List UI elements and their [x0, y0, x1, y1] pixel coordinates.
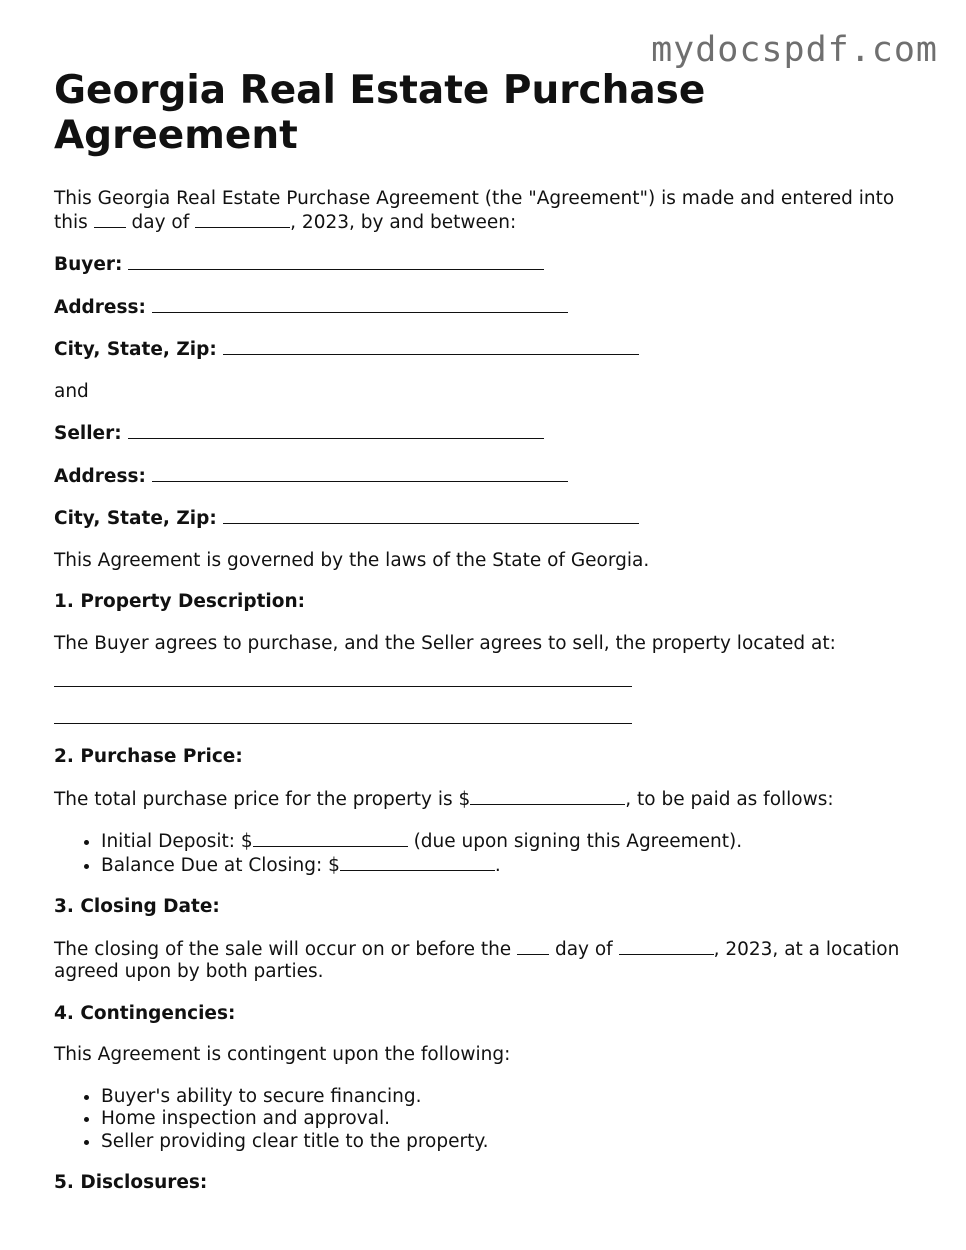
seller-label: Seller: — [54, 423, 122, 444]
watermark: mydocspdf.com — [651, 30, 938, 70]
list-item: • Balance Due at Closing: $ . — [101, 854, 924, 878]
document-page — [54, 68, 924, 1195]
month-blank[interactable] — [195, 211, 290, 228]
list-item: • Home inspection and approval. — [101, 1108, 924, 1131]
seller-city-row — [54, 507, 924, 531]
contingency-list — [54, 1086, 924, 1154]
initial-deposit-field[interactable] — [253, 830, 408, 847]
buyer-city-row — [54, 338, 924, 362]
seller-address-row — [54, 465, 924, 489]
payment-list — [54, 830, 924, 877]
purchase-price-field[interactable] — [470, 788, 625, 805]
and-text: and — [54, 380, 89, 402]
seller-city-label: City, State, Zip: — [54, 508, 217, 529]
balance-due-field[interactable] — [340, 854, 495, 871]
buyer-name-row — [54, 253, 924, 277]
buyer-city-label: City, State, Zip: — [54, 339, 217, 360]
closing-day-blank[interactable] — [517, 938, 549, 955]
section-3-line-1: The closing of the sale will occur on or before the day of , 2023, at a location — [54, 938, 900, 960]
intro-line-2: this day of , 2023, by and between: — [54, 211, 517, 233]
section-4-text: This Agreement is contingent upon the following: — [54, 1044, 511, 1065]
list-item: • Seller providing clear title to the property. — [101, 1131, 924, 1154]
seller-name-field[interactable] — [128, 422, 544, 439]
section-2-heading: 2. Purchase Price: — [54, 746, 243, 767]
section-2-text: The total purchase price for the property is $ , to be paid as follows: — [54, 788, 834, 810]
seller-address-field[interactable] — [152, 465, 568, 482]
list-item: • Initial Deposit: $ (due upon signing this Agreement). — [101, 830, 924, 854]
intro-line-1: This Georgia Real Estate Purchase Agreement (the "Agreement") is made and entered into — [54, 188, 895, 209]
day-blank[interactable] — [94, 211, 126, 228]
section-3-heading: 3. Closing Date: — [54, 896, 220, 917]
buyer-address-field[interactable] — [152, 296, 568, 313]
section-1-text: The Buyer agrees to purchase, and the Seller agrees to sell, the property located at: — [54, 632, 836, 654]
property-line-2[interactable] — [54, 723, 632, 724]
buyer-city-field[interactable] — [223, 338, 639, 355]
section-5-heading: 5. Disclosures: — [54, 1172, 208, 1193]
section-1-heading: 1. Property Description: — [54, 591, 306, 612]
buyer-name-field[interactable] — [128, 253, 544, 270]
closing-month-blank[interactable] — [619, 938, 714, 955]
seller-city-field[interactable] — [223, 507, 639, 524]
section-3-line-2: agreed upon by both parties. — [54, 961, 324, 982]
buyer-address-label: Address: — [54, 296, 146, 318]
document-title: Georgia Real Estate Purchase Agreement — [54, 68, 706, 158]
buyer-label: Buyer: — [54, 254, 123, 275]
governing-law-text: This Agreement is governed by the laws of the State of Georgia. — [54, 549, 650, 571]
buyer-address-row — [54, 296, 924, 320]
seller-name-row — [54, 422, 924, 446]
property-line-1[interactable] — [54, 686, 632, 687]
list-item: • Buyer's ability to secure financing. — [101, 1086, 924, 1109]
section-4-heading: 4. Contingencies: — [54, 1002, 236, 1024]
seller-address-label: Address: — [54, 465, 146, 487]
